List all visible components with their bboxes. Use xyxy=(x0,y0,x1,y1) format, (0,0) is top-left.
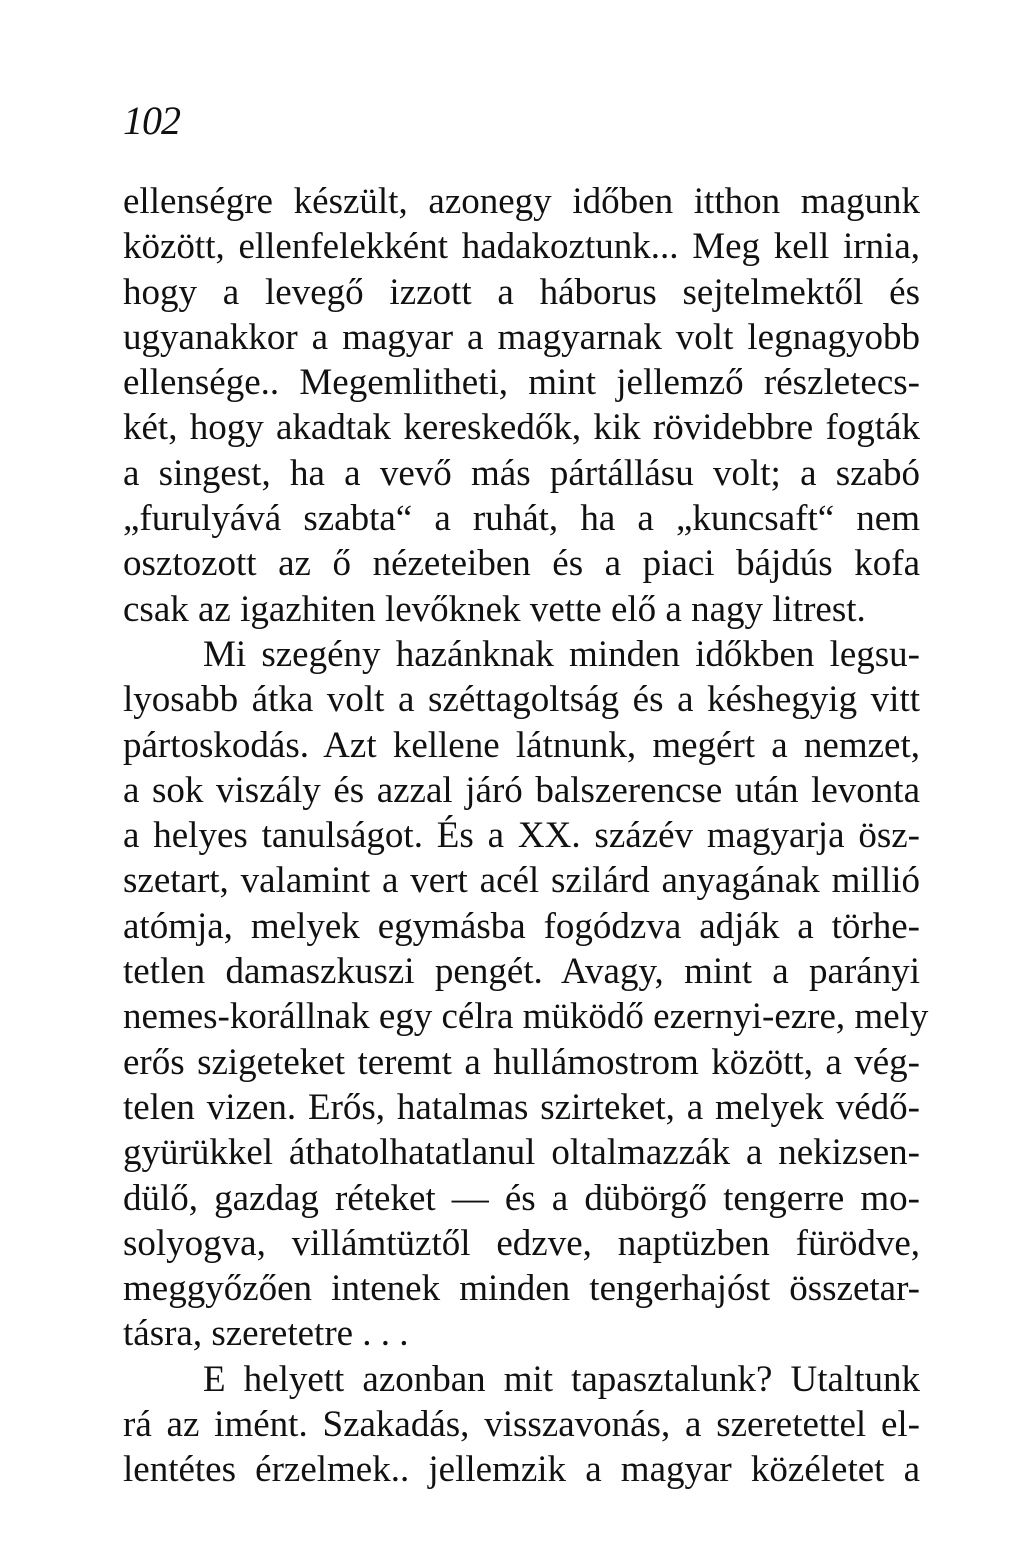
text-line: nemes-korállnak egy célra müködő ezernyi-ezre, mely xyxy=(123,996,929,1038)
text-line: tásra, szeretetre . . . xyxy=(123,1313,409,1355)
text-line: között, ellenfelekként hadakoztunk... Meg kell irnia, xyxy=(123,226,920,268)
text-line: hogy a levegő izzott a háborus sejtelmektől és xyxy=(123,271,920,313)
text-line: rá az imént. Szakadás, visszavonás, a szeretettel el- xyxy=(123,1404,920,1446)
text-line: E helyett azonban mit tapasztalunk? Utaltunk xyxy=(203,1358,920,1400)
text-line: erős szigeteket teremt a hullámostrom között, a vég- xyxy=(123,1041,920,1083)
text-line: lentétes érzelmek.. jellemzik a magyar közéletet a xyxy=(123,1449,920,1491)
text-line: a sok viszály és azzal járó balszerencse után levonta xyxy=(123,769,920,811)
text-line: gyürükkel áthatolhatatlanul oltalmazzák a nekizsen- xyxy=(123,1132,920,1174)
text-line: a singest, ha a vevő más pártállásu volt; a szabó xyxy=(123,452,920,494)
text-line: meggyőzően intenek minden tengerhajóst összetar- xyxy=(123,1268,920,1310)
text-line: Mi szegény hazánknak minden időkben legsu- xyxy=(203,633,920,675)
text-line: lyosabb átka volt a széttagoltság és a késhegyig vitt xyxy=(123,679,920,721)
text-line: tetlen damaszkuszi pengét. Avagy, mint a parányi xyxy=(123,951,920,993)
text-line: csak az igazhiten levőknek vette elő a nagy litrest. xyxy=(123,588,866,630)
text-line: „furulyává szabta“ a ruhát, ha a „kuncsaft“ nem xyxy=(123,498,920,540)
text-line: dülő, gazdag réteket — és a dübörgő tengerre mo- xyxy=(123,1177,920,1219)
text-line: két, hogy akadtak kereskedők, kik rövidebbre fogták xyxy=(123,407,920,449)
text-line: ellensége.. Megemlitheti, mint jellemző részletecs- xyxy=(123,362,920,404)
text-line: a helyes tanulságot. És a XX. százév magyarja ösz- xyxy=(123,815,920,857)
text-line: telen vizen. Erős, hatalmas szirteket, a melyek védő- xyxy=(123,1086,920,1128)
page-number: 102 xyxy=(123,98,180,143)
text-line: osztozott az ő nézeteiben és a piaci bájdús kofa xyxy=(123,543,920,585)
text-line: ellenségre készült, azonegy időben itthon magunk xyxy=(123,181,920,222)
text-line: szetart, valamint a vert acél szilárd anyagának millió xyxy=(123,860,920,902)
text-line: atómja, melyek egymásba fogódzva adják a törhe- xyxy=(123,905,920,947)
body-text xyxy=(123,179,929,1493)
text-line: pártoskodás. Azt kellene látnunk, megért a nemzet, xyxy=(123,724,920,766)
text-line: solyogva, villámtüztől edzve, naptüzben fürödve, xyxy=(123,1222,920,1264)
text-line: ugyanakkor a magyar a magyarnak volt legnagyobb xyxy=(123,316,920,358)
